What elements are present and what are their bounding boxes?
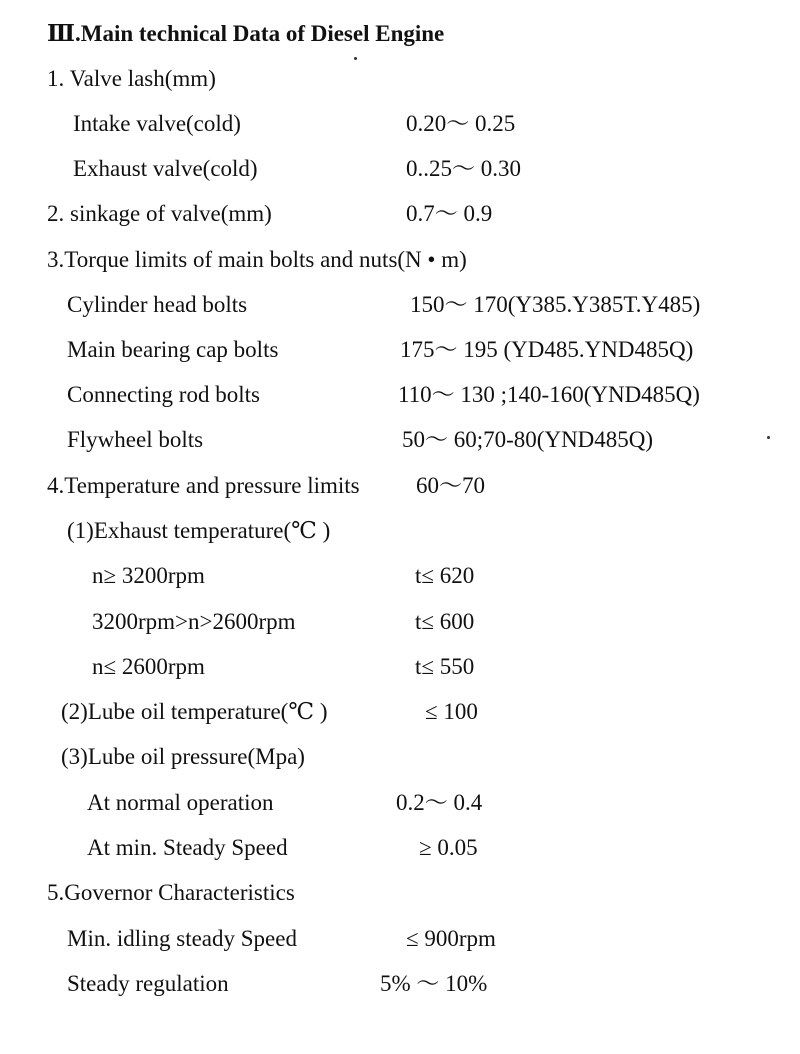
min-idling-speed-label: Min. idling steady Speed [67,926,297,951]
intake-valve-label: Intake valve(cold) [73,111,241,136]
intake-valve-value: 0.20～ 0.25 [406,111,516,136]
flywheel-bolts-label: Flywheel bolts [67,427,204,452]
main-bearing-cap-bolts-label: Main bearing cap bolts [67,337,279,362]
section-2-heading: 2. sinkage of valve(mm) [47,201,272,226]
section-1-heading: 1. Valve lash(mm) [47,66,216,91]
main-bearing-cap-bolts-value: 175～ 195 (YD485.YND485Q) [400,337,694,362]
section-3-heading: 3.Torque limits of main bolts and nuts(N • m) [47,247,467,272]
scan-speck [354,57,357,60]
exhaust-temp-row-1-label: n≥ 3200rpm [92,563,205,588]
exhaust-temperature-heading: (1)Exhaust temperature(℃ ) [67,518,331,543]
flywheel-bolts-value: 50～ 60;70-80(YND485Q) [402,427,654,452]
scan-speck [767,436,770,439]
section-4-value: 60～70 [416,473,485,498]
cylinder-head-bolts-value: 150～ 170(Y385.Y385T.Y485) [410,292,701,317]
lube-oil-temperature-heading: (2)Lube oil temperature(℃ ) [61,699,328,724]
min-steady-speed-value: ≥ 0.05 [419,835,478,860]
exhaust-temp-row-3-label: n≤ 2600rpm [92,654,205,679]
exhaust-valve-label: Exhaust valve(cold) [73,156,258,181]
steady-regulation-value: 5% ～ 10% [380,971,488,996]
cylinder-head-bolts-label: Cylinder head bolts [67,292,248,317]
exhaust-temp-row-3-value: t≤ 550 [415,654,475,679]
section-4-heading: 4.Temperature and pressure limits [47,473,360,498]
section-2-value: 0.7～ 0.9 [406,201,493,226]
exhaust-temp-row-2-value: t≤ 600 [415,609,475,634]
connecting-rod-bolts-value: 110～ 130 ;140-160(YND485Q) [398,382,700,407]
normal-operation-value: 0.2～ 0.4 [396,790,483,815]
exhaust-temp-row-2-label: 3200rpm>n>2600rpm [92,609,296,634]
lube-oil-pressure-heading: (3)Lube oil pressure(Mpa) [61,744,305,769]
steady-regulation-label: Steady regulation [67,971,229,996]
min-idling-speed-value: ≤ 900rpm [406,926,496,951]
document-title: Ⅲ.Main technical Data of Diesel Engine [47,21,445,46]
normal-operation-label: At normal operation [87,790,274,815]
exhaust-valve-value: 0..25～ 0.30 [406,156,521,181]
lube-oil-temperature-value: ≤ 100 [425,699,478,724]
exhaust-temp-row-1-value: t≤ 620 [415,563,475,588]
connecting-rod-bolts-label: Connecting rod bolts [67,382,260,407]
section-5-heading: 5.Governor Characteristics [47,880,295,905]
min-steady-speed-label: At min. Steady Speed [87,835,288,860]
